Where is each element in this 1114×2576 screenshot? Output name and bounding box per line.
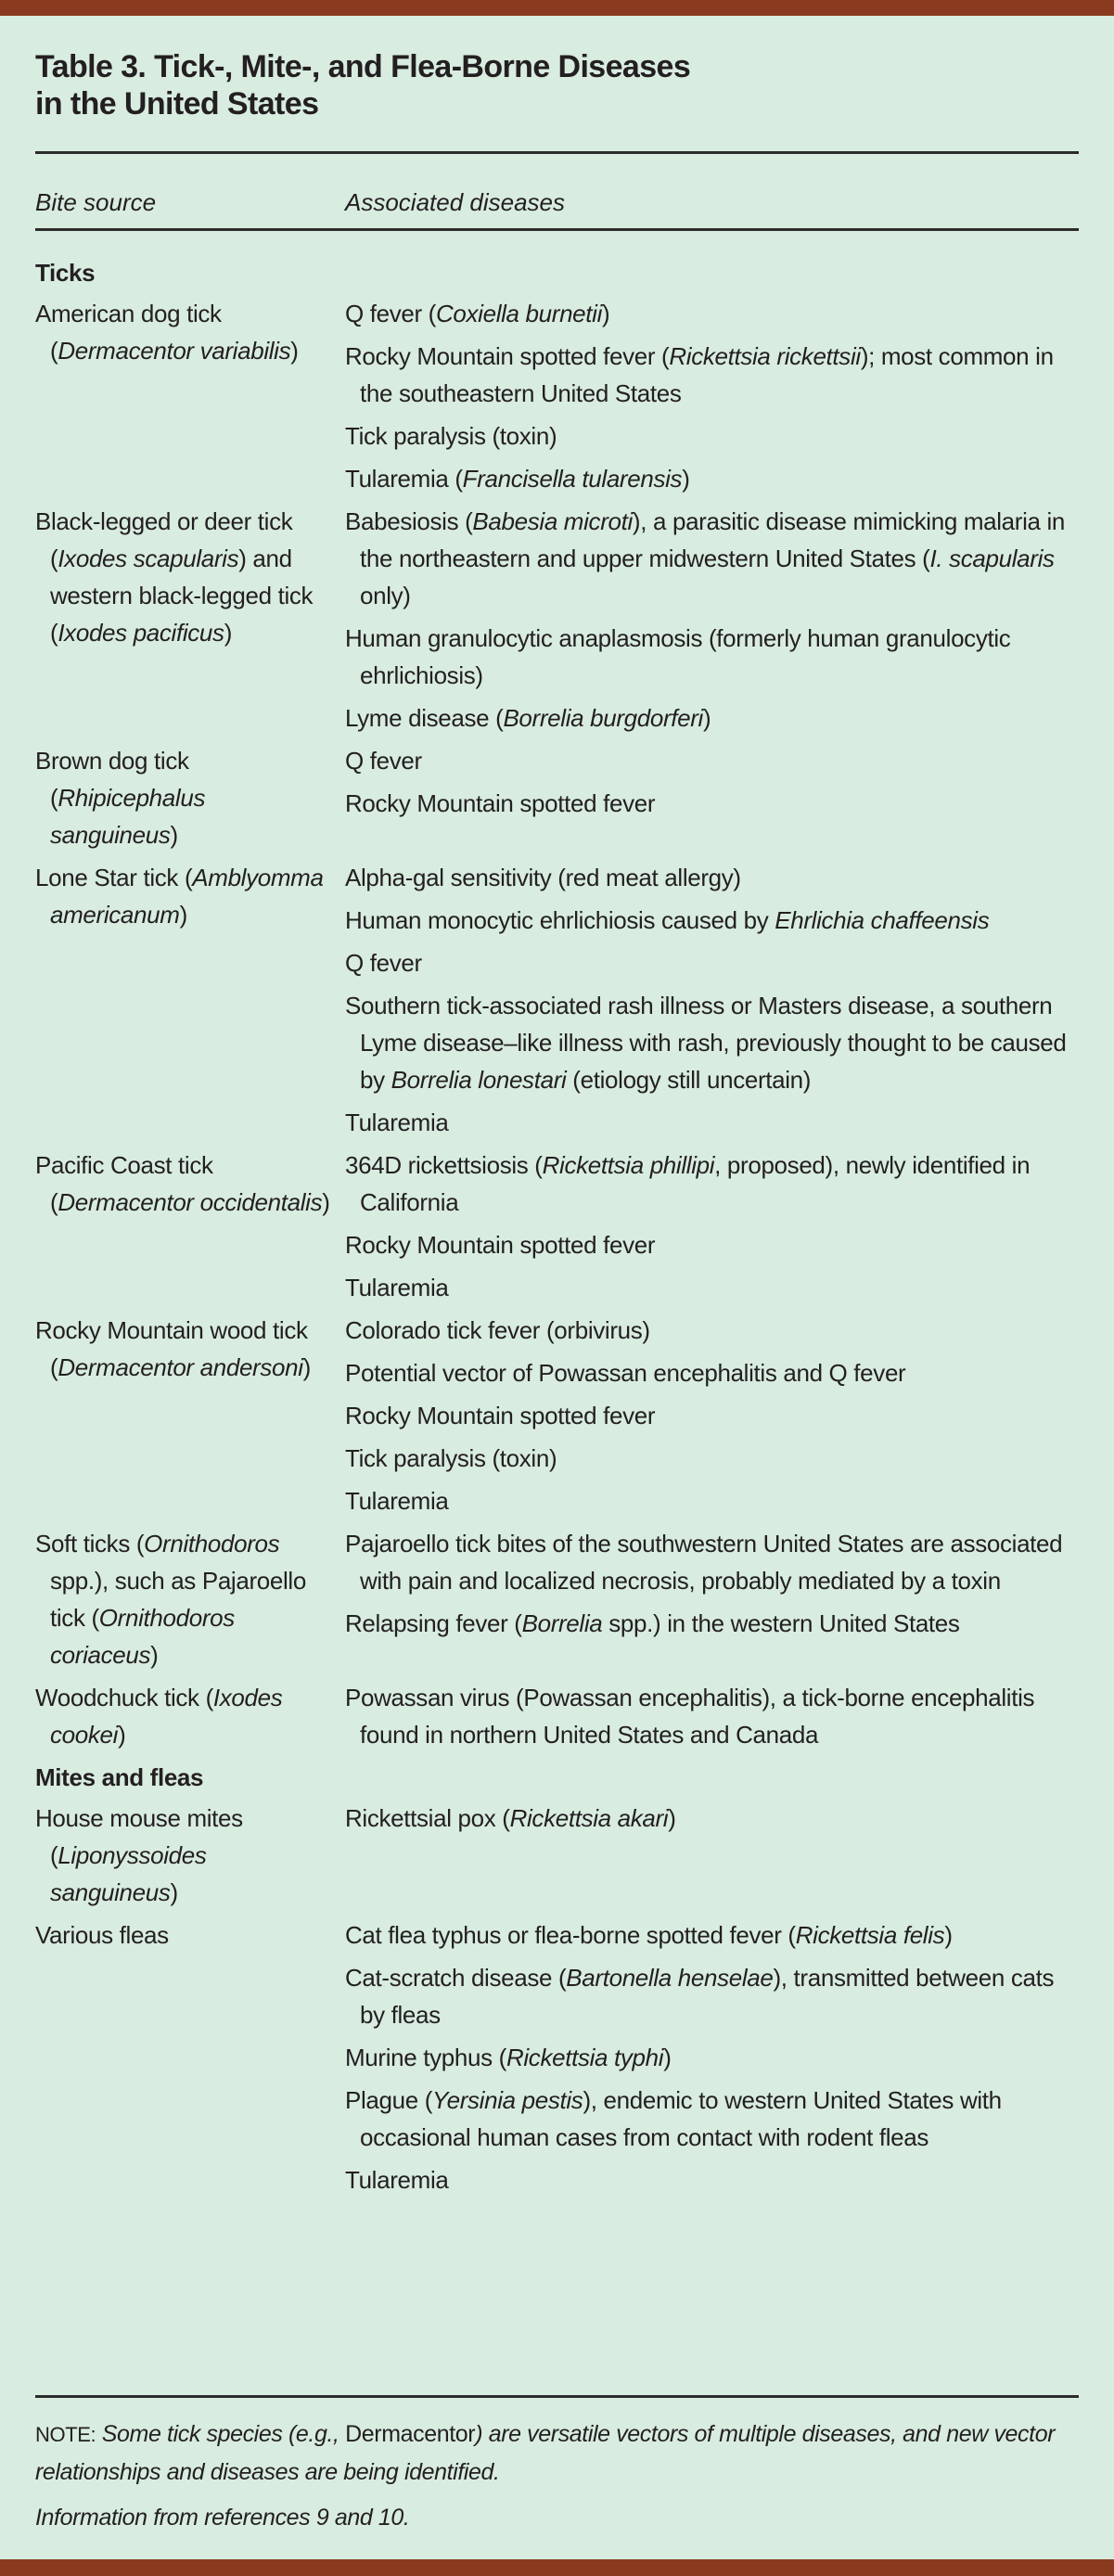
table-row [35,1916,1079,2198]
species-name: Liponyssoides sanguineus [50,1841,207,1906]
text-segment: Black-legged or deer tick ( [35,507,293,572]
table-row [35,1525,1079,1673]
diseases-cell [345,1800,1079,1911]
species-name: Amblyomma americanum [50,864,324,929]
text-segment: Pacific Coast tick ( [35,1151,213,1216]
diseases-cell [345,742,1079,853]
text-segment: ) [150,1641,159,1669]
species-name: Ixodes pacificus [58,619,224,647]
text-segment: Q fever ( [345,300,436,327]
disease-item [345,1959,1079,2033]
diseases-cell [345,1916,1079,2198]
species-name: Borrelia [521,1609,603,1637]
species-name: Ehrlichia chaffeensis [775,906,990,934]
bite-source-cell [35,1800,345,1911]
text-segment: Alpha-gal sensitivity (red meat allergy) [345,864,741,891]
text-segment: spp.), such as Pajaroello tick ( [50,1567,306,1632]
species-name: Dermacentor occidentalis [58,1188,323,1216]
text-segment: Woodchuck tick ( [35,1684,213,1711]
species-name: I. scapularis [929,545,1055,572]
text-segment: Human monocytic ehrlichiosis caused by [345,906,775,934]
species-name: Rhipicephalus sanguineus [50,784,206,849]
text-segment: ); most common in the southeastern United States [360,342,1054,407]
species-name: Borrelia burgdorferi [503,704,703,732]
text-segment: Babesiosis ( [345,507,473,535]
species-name: Borrelia lonestari [391,1066,567,1094]
text-segment: ) [944,1921,953,1949]
table-row [35,1679,1079,1753]
bite-source-cell [35,1525,345,1673]
species-name: Ornithodoros [144,1530,280,1557]
text-segment: ), a parasitic disease mimicking malaria in the northeastern and upper midwestern United States ( [360,507,1066,572]
bite-source-cell [35,742,345,853]
bottom-accent-bar [0,2559,1114,2576]
species-name: Ixodes cookei [50,1684,283,1749]
species-name: Bartonella henselae [566,1964,774,1992]
diseases-cell [345,1679,1079,1753]
text-segment: ), transmitted between cats by fleas [360,1964,1055,2029]
title-line-1: Table 3. Tick-, Mite-, and Flea-Borne Diseases [35,49,691,84]
text-segment: Rocky Mountain spotted fever [345,789,656,817]
diseases-cell [345,295,1079,497]
text-segment: , proposed), newly identified in California [360,1151,1031,1216]
text-segment: Tick paralysis (toxin) [345,1444,557,1472]
text-segment: ) [290,337,299,365]
disease-item [345,1269,1079,1306]
note-text-1: Some tick species (e.g., [96,2421,346,2447]
bite-source-cell [35,859,345,1141]
text-segment: Tularemia [345,1109,449,1136]
text-segment: Pajaroello tick bites of the southwestern United States are associated with pain and localized necrosis, probably mediated by a toxin [345,1530,1063,1595]
disease-item [345,785,1079,822]
species-name: Francisella tularensis [462,465,683,493]
text-segment: Human granulocytic anaplasmosis (formerly human granulocytic ehrlichiosis) [345,624,1011,689]
text-segment: ) and western black-legged tick ( [50,545,314,647]
title-line-2: in the United States [35,86,319,122]
text-segment: Tularemia [345,1487,449,1515]
text-segment: ), endemic to western United States with occasional human cases from contact with rodent fleas [360,2086,1002,2151]
header-associated-diseases: Associated diseases [345,188,566,216]
text-segment: Tularemia ( [345,465,463,493]
disease-item [345,1482,1079,1519]
text-segment: ) [118,1721,126,1749]
header-bite-source: Bite source [35,188,157,216]
disease-table [35,250,1079,2204]
text-segment: Murine typhus ( [345,2044,506,2071]
section-heading: Mites and fleas [35,1763,204,1791]
diseases-cell [345,1312,1079,1519]
disease-item [345,2039,1079,2076]
disease-item [345,742,1079,779]
species-name: Rickettsia felis [795,1921,945,1949]
text-segment: Tularemia [345,2166,449,2194]
bite-source-cell [35,1312,345,1519]
text-segment: Cat-scratch disease ( [345,1964,567,1992]
disease-item [345,295,1079,332]
bite-source-cell [35,1679,345,1753]
source-info: Information from references 9 and 10. [35,2505,410,2531]
table-row [35,295,1079,497]
top-accent-bar [0,0,1114,16]
note-text-2: ) are versatile vectors of multiple diseases, and new vector relationships and diseases are being identified. [35,2421,1056,2485]
diseases-cell [345,859,1079,1141]
table-row [35,503,1079,737]
disease-item [345,859,1079,896]
text-segment: Rocky Mountain wood tick ( [35,1316,308,1381]
disease-item [345,1354,1079,1391]
text-segment: Various fleas [35,1921,169,1949]
text-segment: Brown dog tick ( [35,747,189,812]
text-segment: American dog tick ( [35,300,222,365]
title-rule [35,151,1079,154]
disease-item [345,1440,1079,1477]
bite-source-cell [35,295,345,497]
note-genus: Dermacentor [345,2421,476,2447]
species-name: Rickettsia typhi [506,2044,664,2071]
text-segment: House mouse mites ( [35,1804,243,1869]
disease-item [345,1397,1079,1434]
text-segment: ) [703,704,711,732]
text-segment: ) [322,1188,330,1216]
text-segment: ) [602,300,610,327]
text-segment: ) [668,1804,676,1832]
disease-item [345,1605,1079,1642]
table-row [35,1147,1079,1306]
text-segment: Lyme disease ( [345,704,504,732]
text-segment: Q fever [345,949,422,977]
table-row [35,742,1079,853]
footer-rule [35,2395,1079,2398]
disease-item [345,1312,1079,1349]
text-segment: ) [302,1353,311,1381]
diseases-cell [345,1525,1079,1673]
text-segment: Rocky Mountain spotted fever [345,1402,656,1429]
table-note [35,2416,1079,2491]
header-rule [35,228,1079,231]
text-segment: 364D rickettsiosis ( [345,1151,543,1179]
species-name: Dermacentor variabilis [58,337,291,365]
species-name: Ornithodoros coriaceus [50,1604,235,1669]
species-name: Rickettsia rickettsii [669,342,861,370]
disease-item [345,944,1079,981]
disease-item [345,1104,1079,1141]
text-segment: Soft ticks ( [35,1530,145,1557]
disease-item [345,338,1079,412]
disease-item [345,987,1079,1098]
text-segment: Plague ( [345,2086,433,2114]
note-label: NOTE: [35,2423,96,2446]
text-segment: ) [682,465,690,493]
text-segment: Tick paralysis (toxin) [345,422,557,450]
text-segment: Q fever [345,747,422,775]
disease-item [345,503,1079,614]
text-segment: ) [224,619,233,647]
disease-item [345,902,1079,939]
species-name: Rickettsia phillipi [542,1151,715,1179]
diseases-cell [345,1147,1079,1306]
disease-item [345,1679,1079,1753]
table-title [35,48,690,122]
species-name: Yersinia pestis [432,2086,583,2114]
table-row [35,1312,1079,1519]
disease-item [345,1226,1079,1263]
text-segment: ) [170,1878,178,1906]
text-segment: Relapsing fever ( [345,1609,522,1637]
text-segment: Southern tick-associated rash illness or Masters disease, a southern Lyme disease–like illness with rash, previously thought to be caused by [345,992,1067,1094]
species-name: Ixodes scapularis [58,545,239,572]
disease-item [345,417,1079,455]
text-segment: only) [360,582,411,609]
bite-source-cell [35,1916,345,2198]
bite-source-cell [35,1147,345,1306]
disease-item [345,699,1079,737]
bite-source-cell [35,503,345,737]
disease-item [345,460,1079,497]
text-segment: ) [663,2044,672,2071]
table-row [35,1800,1079,1911]
disease-item [345,1147,1079,1221]
disease-item [345,2161,1079,2198]
section-heading: Ticks [35,259,96,287]
text-segment: ) [179,901,187,929]
text-segment: Colorado tick fever (orbivirus) [345,1316,650,1344]
text-segment: Cat flea typhus or flea-borne spotted fever ( [345,1921,796,1949]
species-name: Rickettsia akari [509,1804,669,1832]
text-segment: ) [170,821,178,849]
text-segment: Lone Star tick ( [35,864,193,891]
species-name: Coxiella burnetii [435,300,603,327]
text-segment: Rocky Mountain spotted fever [345,1231,656,1259]
text-segment: Powassan virus (Powassan encephalitis), a tick-borne encephalitis found in northern United States and Canada [345,1684,1035,1749]
disease-item [345,2082,1079,2156]
disease-item [345,1525,1079,1599]
text-segment: Potential vector of Powassan encephalitis and Q fever [345,1359,906,1387]
table-row [35,859,1079,1141]
disease-item [345,620,1079,694]
disease-item [345,1800,1079,1837]
species-name: Dermacentor andersoni [58,1353,303,1381]
text-segment: (etiology still uncertain) [566,1066,812,1094]
disease-item [345,1916,1079,1954]
species-name: Babesia microti [472,507,633,535]
text-segment: spp.) in the western United States [602,1609,960,1637]
text-segment: Tularemia [345,1274,449,1301]
text-segment: Rickettsial pox ( [345,1804,510,1832]
text-segment: Rocky Mountain spotted fever ( [345,342,670,370]
diseases-cell [345,503,1079,737]
